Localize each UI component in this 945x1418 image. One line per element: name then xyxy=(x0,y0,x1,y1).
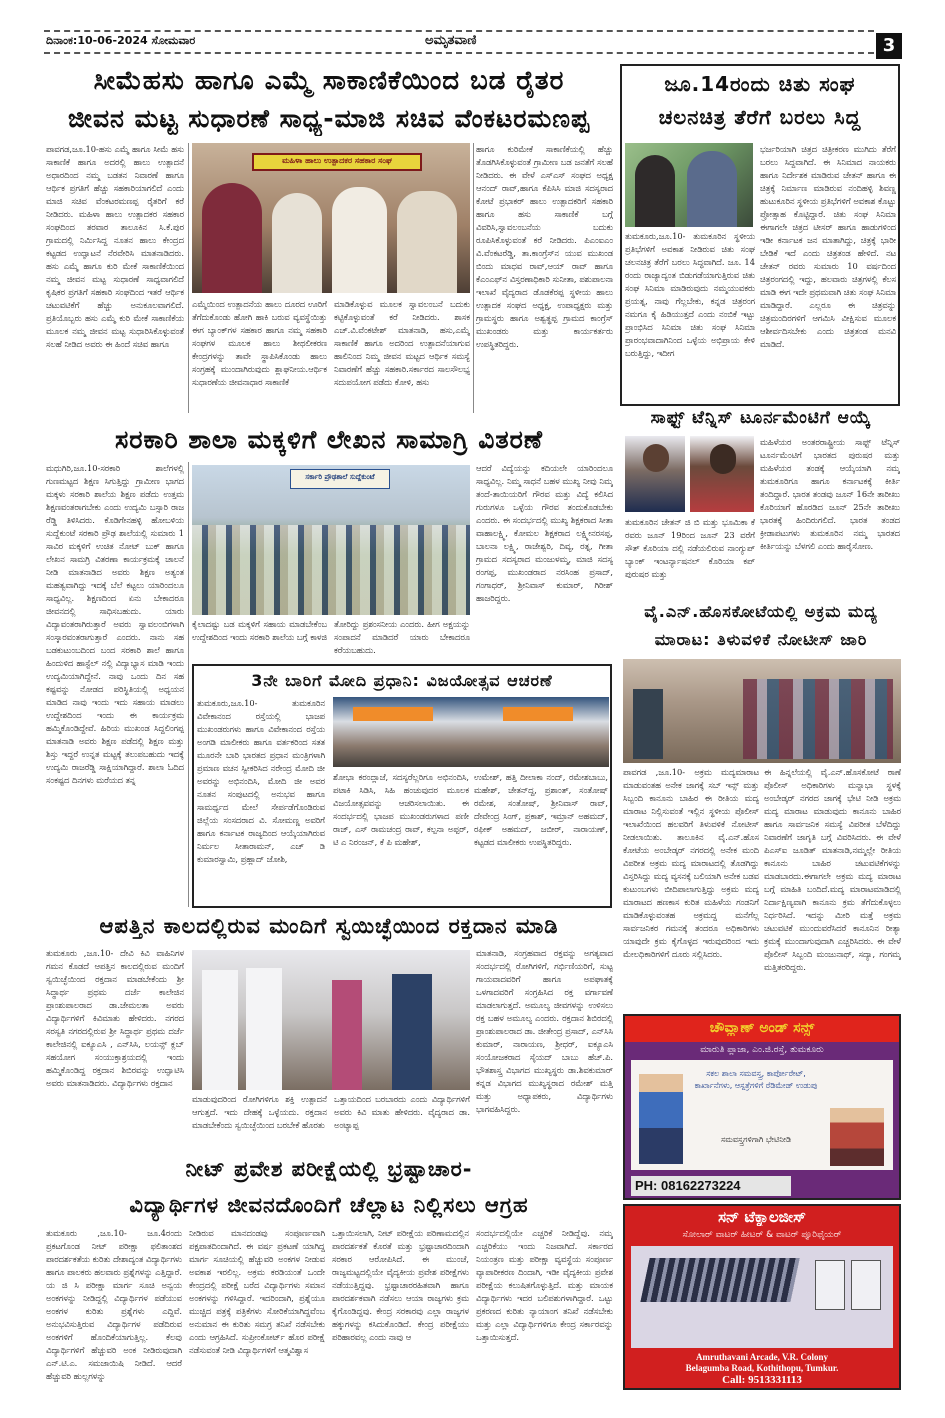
article1-column1: ಪಾವಗಡ,ಜೂ.10-ಹಸು ಎಮ್ಮೆ ಹಾಗೂ ಸೀಮೆ ಹಸು ಸಾಕಾಣಿಕೆ ಹಾಗೂ ಅದರಲ್ಲಿ ಹಾಲು ಉತ್ಪಾದನೆ ಅಧಾರದಿಂದ ನಮ್ಮ ಬಡತನ ನಿವಾರಣೆ ಹಾಗೂ ಆರ್ಥಿಕ ಪ್ರಗತಿಗೆ ಹೆಚ್ಚು ಸಹಕಾರಿಯಾಗಲಿದೆ ಎಂದು ಮಾಜಿ ಸಚಿವ ವೆಂಕಟರಮಣಪ್ಪ ರೈತರಿಗೆ ಕರೆ ನೀಡಿದರು. ಮಹಿಳಾ ಹಾಲು ಉತ್ಪಾದಕರ ಸಹಕಾರ ಸಂಘದಿಂದ ತರವಾರ ತಾಲೂಕಿನ ಸಿ.ಕೆ.ಪುರ ಗ್ರಾಮದಲ್ಲಿ ನಿರ್ಮಿಸಿದ್ದ ನೂತನ ಹಾಲು ಕೇಂದ್ರದ ಕಟ್ಟಡದ ಉದ್ಘಾಟನೆ ನೆರವೇರಿಸಿ ಮಾತನಾಡಿದರು. ಹಸು ಎಮ್ಮೆ ಹಾಗೂ ಕುರಿ ಮೇಕೆ ಸಾಕಾಣಿಕೆಯಿಂದ ನಮ್ಮ ಜೀವನ ಮಟ್ಟ ಸುಧಾರಣೆ ಸಾಧ್ಯವಾಗಲಿದೆ ಕೃಷಿಕರ ಪ್ರಗತಿಗೆ ಸಹಕಾರಿ ಸಂಘದಿಂದ ಇತರೆ ಆರ್ಥಿಕ ಚಟುವಟಿಕೆಗೆ ಹೆಚ್ಚು ಅನುಕೂಲವಾಗಲಿದೆ. ಪ್ರತಿಯೊಬ್ಬರು ಹಸು ಎಮ್ಮೆ ಕುರಿ ಮೇಕೆ ಸಾಕಾಣಿಕೆಯ ಮೂಲಕ ನಮ್ಮ ಜೀವನ ಮಟ್ಟ ಸುಧಾರಿಸಿಕೊಳ್ಳುವಂತೆ ಸಲಹೆ ನೀಡಿದ ಅವರು ಈ ಹಿಂದೆ ಸಚಿವ ಹಾಗೂ xyxy=(46,144,184,349)
ad1-name: ಚೌವ್ಹಾಣ್ ಅಂಡ್ ಸನ್ಸ್ xyxy=(709,1020,815,1036)
article8-headline-line2: ವಿದ್ಯಾರ್ಥಿಗಳ ಜೀವನದೊಂದಿಗೆ ಚೆಲ್ಲಾಟ ನಿಲ್ಲಿಸಲು ಆಗ್ರಹ xyxy=(129,1193,529,1217)
article6-photo xyxy=(333,697,609,767)
article1-column2-under-photo: ಎಮ್ಮೆಯಿಂದ ಉತ್ಪಾದನೆಯ ಹಾಲು ದೂರದ ಊರಿಗೆ ತೆಗೆದುಕೊಂಡು ಹೋಗಿ ಹಾಕಿ ಬರುವ ವ್ಯವಸ್ಥೆಯಿತ್ತು ಈಗ ಬ್ಯಾಂಕ್‌ಗಳ ಸಹಕಾರ ಹಾಗೂ ನಮ್ಮ ಸಹಕಾರಿ ಸಂಘಗಳ ಮೂಲಕ ಹಾಲು ಶೀಥಲೀಕರಣ ಕೇಂದ್ರಗಳನ್ನು ತಾವೇ ಸ್ಥಾಪಿಸಿಕೊಂಡು ಹಾಲು ಸಂಗ್ರಹಕ್ಕೆ ಮುಂದಾಗಿರುವುದು ಶ್ಲಾಘನೀಯ.ಆರ್ಥಿಕ ಸುಧಾರಣೆಯ ಜೀವನಾಧಾರ ಸಾಕಾಣಿಕೆ xyxy=(192,299,327,387)
ad2-address-line2: Belagumba Road, Kothithopu, Tumkur. xyxy=(685,1363,839,1373)
ad2-tagline: ಸೋಲಾರ್ ವಾಟರ್ ಹೀಟರ್ & ವಾಟರ್ ಪ್ಯೂರಿಫೈಯರ್ xyxy=(682,1230,842,1240)
ad-chauhan-and-sons xyxy=(623,1014,901,1200)
article5-photo xyxy=(623,659,901,763)
page-number: 3 xyxy=(876,33,902,59)
article8-column3: ಒತ್ತಾಯಿಸಲಾಗಿ, ನೀಟ್ ಪರೀಕ್ಷೆಯ ಪರಿಣಾಮದಲ್ಲಿನ ಪಾರದರ್ಶಕತೆ ಕೊರತೆ ಮತ್ತು ಭ್ರಷ್ಟಾಚಾರದಿಂದಾಗಿ ಸರಕಾರ ಆರೋಪಿಸಿದೆ. ಈ ಮುಂಚೆ, ರಾಜ್ಯಮಟ್ಟದಲ್ಲಿಯೇ ವೈದ್ಯಕೀಯ ಪ್ರವೇಶ ಪರೀಕ್ಷೆಗಳು ನಡೆಯುತ್ತಿದ್ದವು. ಭ್ರಷ್ಟಾಚಾರರಹಿತವಾಗಿ ಹಾಗೂ ಪಾರದರ್ಶಕವಾಗಿ ನಡೆಸಲು ಆಯಾ ರಾಜ್ಯಗಳು ಕ್ರಮ ಕೈಗೊಂಡಿದ್ದವು. ಕೇಂದ್ರ ಸರಕಾರವು ಎಲ್ಲಾ ರಾಜ್ಯಗಳ ಹಕ್ಕುಗಳನ್ನು ಕಸಿದುಕೊಂಡಿದೆ. ಕೇಂದ್ರ ಪರೀಕ್ಷೆಯು ಪರಿಹಾರವಲ್ಲ ಎಂದು ನಾವು ಆ xyxy=(332,1228,469,1342)
article3-column1: ಮಧುಗಿರಿ,ಜೂ.10-ಸರಕಾರಿ ಶಾಲೆಗಳಲ್ಲಿ ಗುಣಮಟ್ಟದ ಶಿಕ್ಷಣ ಸಿಗುತ್ತಿದ್ದು ಗ್ರಾಮೀಣ ಭಾಗದ ಮಕ್ಕಳು ಸರಕಾರಿ ಶಾಲೆಯ ಶಿಕ್ಷಣ ಪಡೆದು ಉತ್ತಮ ಶಿಕ್ಷಣವಂತರಾಗಬೇಕು ಎಂದು ಉದ್ಯಮಿ ಬಸ್ಸಾರಿ ರಾಜ ರೆಡ್ಡಿ ತಿಳಿಸಿದರು. ಕೊಡಿಗೇನಹಳ್ಳಿ ಹೋಬಳಿಯ ಸುದ್ದೆಕುಂಟೆ ಸರಕಾರಿ ಪ್ರೌಢ ಶಾಲೆಯಲ್ಲಿ ಸುಮಾರು 1 ಸಾವಿರ ಮಕ್ಕಳಿಗೆ ಉಚಿತ ನೋಟ್ ಬುಕ್ ಹಾಗೂ ಲೇಖನ ಸಾಮಗ್ರಿ ವಿತರಣಾ ಕಾರ್ಯಕ್ರಮಕ್ಕೆ ಚಾಲನೆ ನೀಡಿ ಮಾತನಾಡಿದ ಅವರು ಶಿಕ್ಷಣ ಅತ್ಯಂತ ಮಹತ್ವವಾಗಿದ್ದು ಇದಕ್ಕೆ ಬೆಲೆ ಕಟ್ಟಲು ಯಾರಿಂದಲೂ ಸಾಧ್ಯವಿಲ್ಲ. ಶಿಕ್ಷಣದಿಂದ ಏನು ಬೇಕಾದರೂ ಜೀವನದಲ್ಲಿ ಸಾಧಿಸಬಹುದು. ಯಾರು ವಿದ್ಯಾವಂತರಾಗಿರುತ್ತಾರೆ ಅವರು ಸ್ವಾವಲಂಬಿಗಳಾಗಿ ಸಂಸ್ಕಾರವಂತರಾಗುತ್ತಾರೆ ಎಂದರು. ನಾನು ಸಹ ಬಡಕುಟುಂಬದಿಂದ ಬಂದ ಸರಕಾರಿ ಶಾಲೆ ಹಾಗೂ ಹಿಂದುಳಿದ ಹಾಸ್ಟೆಲ್ ನಲ್ಲಿ ವಿದ್ಯಾಭ್ಯಾಸ ಮಾಡಿ ಇಂದು ಉದ್ಯಮಿಯಾಗಿದ್ದೇನೆ. ನಾವು ಒಂದು ದಿನ ಸಹ ಕಷ್ಟವನ್ನು ನೋಡದ ಪರಿಸ್ಥಿತಿಯಲ್ಲಿ ಅಧ್ಯಯನ ಮಾಡಿದ ನಾವು ಇಂದು ಇದು ಸಹಾಯ ಮಾಡಲು ಉದ್ದೇಶದಿಂದ ಇಂದು ಈ ಕಾರ್ಯಕ್ರಮ ಹಮ್ಮಿಕೊಂಡಿದ್ದೇವೆ. ಹಿರಿಯ ಮುಖಂಡ ಸಿದ್ದಲಿಂಗಪ್ಪ ಮಾತನಾಡಿ ಅವರು ಶಿಕ್ಷಣ ಪಡೆದಲ್ಲಿ ಶಿಕ್ಷಣ ಮತ್ತು ಶಿಸ್ತು ಇದ್ದರೆ ಉನ್ನತ ಮಟ್ಟಕ್ಕೆ ತಲುಪಬಹುದು ಇದಕ್ಕೆ ಉದ್ಯಮಿ ರಾಜರೆಡ್ಡಿ ಸಾಕ್ಷಿಯಾಗಿದ್ದಾರೆ. ಶಾಲಾ ಓದಿದ ಸಂಕಷ್ಟದ ದಿನಗಳು ಮರೆಯದ ತನ್ನ xyxy=(46,463,184,785)
article8-column2: ನೀಡಿರುವ ಮಾನದಂಡವು ಸಂಪೂರ್ಣವಾಗಿ ಪಕ್ಷಪಾತದಿಂದಾಗಿದೆ. ಈ ವರ್ಷ ಪ್ರಕಟಣೆ ಯಾಗಿದ್ದ ಮಾರ್ಗ ಸೂಚಿಯಲ್ಲಿ ಹೆಚ್ಚುವರಿ ಅಂಕಗಳ ನೀಡುವ ಅವಕಾಶ ಇರಲಿಲ್ಲ. ಅಕ್ರಮ ಕರಡಿಯಂತೆ ಒಂದೇ ಕೇಂದ್ರದಲ್ಲಿ ಪರೀಕ್ಷೆ ಬರೆದ ವಿದ್ಯಾರ್ಥಿಗಳು ಸಮಾನ ಅಂಕಗಳನ್ನು ಗಳಿಸಿದ್ದಾರೆ. ಇದರಿಂದಾಗಿ, ಪ್ರಶ್ನೆಯೂ ಮುಚ್ಚಿದ ಪತ್ರಕ್ಕೆ ಪತ್ರಿಕೆಗಳು ಸೋರಿಕೆಯಾಗಿದ್ದವೆಂಬ ಅನುಮಾನ ಈ ಕುರಿತು ಸಮಗ್ರ ತನಿಖೆ ನಡೆಸಬೇಕು ಎಂದು ಆಗ್ರಹಿಸಿದೆ. ಸುಪ್ರೀಂಕೋರ್ಟ್ ಹೊರ ಪರೀಕ್ಷೆ ನಡೆಸುವಂತೆ ನೀಡಿ ವಿದ್ಯಾರ್ಥಿಗಳಿಗೆ ಆತ್ಮವಿಶ್ವಾಸ xyxy=(189,1228,325,1355)
article3-photo xyxy=(192,465,470,615)
column-rule xyxy=(188,143,189,413)
column-rule xyxy=(473,143,474,413)
ad1-child-right xyxy=(830,1108,884,1166)
ad1-description: ಸಕಲ ಶಾಲಾ ಸಮವಸ್ತ್ರ, ಕಾರ್ಪೋರೇಟ್, ಕಾರ್ಖಾನೆಗಳು, ಆಸ್ಪತ್ರೆಗಳಿಗೆ ರೆಡಿಮೇಡ್ ಉಡುಪು xyxy=(694,1069,818,1090)
article4-headline: ಸಾಫ್ಟ್ ಟೆನ್ನಿಸ್ ಟೂರ್ನಮೆಂಟಿಗೆ ಆಯ್ಕೆ xyxy=(650,408,872,428)
article3-headline: ಸರಕಾರಿ ಶಾಲಾ ಮಕ್ಕಳಿಗೆ ಲೇಖನ ಸಾಮಾಗ್ರಿ ವಿತರಣೆ xyxy=(114,425,544,454)
article1-column4: ಹಾಗೂ ಕುರಿಮೇಕೆ ಸಾಕಾಣಿಕೆಯಲ್ಲಿ ಹೆಚ್ಚು ತೊಡಗಿಸಿಕೊಳ್ಳುವಂತೆ ಗ್ರಾಮೀಣ ಬಡ ಜನತೆಗೆ ಸಲಹೆ ನೀಡಿದರು. ಈ ವೇಳೆ ಎಸ್‌ಎಸ್ ಸಂಘದ ಅಧ್ಯಕ್ಷ ಆನಂದ್ ರಾವ್,ಹಾಗೂ ಕೆಪಿಸಿಸಿ ಮಾಜಿ ಸದಸ್ಯರಾದ ಕೋಟೆ ಪ್ರಭಾಕರ್ ಹಾಲು ಉತ್ಪಾದಕರಿಗೆ ಸಹಕಾರಿ ಹಾಗೂ ಹಸು ಸಾಕಾಣಿಕೆ ಬಗ್ಗೆ ವಿವರಿಸಿ,ಸ್ವಾವಲಂಬನೆಯ ಬದುಕು ರೂಪಿಸಿಕೊಳ್ಳುವಂತೆ ಕರೆ ನೀಡಿದರು. ಪಿಎಂಐಎಂ ವಿ.ವೆಂಕಟರೆಡ್ಡಿ, ತಾ.ಕಾಂಗ್ರೆಸ್‌ನ ಯುವ ಮುಖಂಡ ಬಿಂದು ಮಾಧವ ರಾವ್,ಆಯ್ ರಾವ್ ಹಾಗೂ ಕೆಎಂಎಫ್‌ನ ವಿಸ್ತರಣಾಧಿಕಾರಿ ಸುನೀತಾ, ಪಶುಪಾಲನಾ ಇಲಾಖೆ ವೈದ್ಯರಾದ ಡೊಡಕೆರಪ್ಪ ಸ್ಥಳೀಯ ಹಾಲು ಉತ್ಪಾದಕ ಸಂಘದ ಅಧ್ಯಕ್ಷ, ಉಪಾಧ್ಯಕ್ಷರು ಮತ್ತು ಗ್ರಾಮಸ್ಥರು ಹಾಗೂ ಅಶ್ವತ್ಥಪ್ಪ ಗ್ರಾಮದ ಕಾಂಗ್ರೆಸ್ ಮುಖಂಡರು ಮತ್ತು ಕಾರ್ಯಕರ್ತರು ಉಪಸ್ಥಿತರಿದ್ದರು. xyxy=(476,144,613,349)
header-rule-bottom xyxy=(44,52,874,54)
header-rule-top xyxy=(44,30,874,32)
article8-column1: ತುಮಕೂರು ,ಜೂ.10- ಜೂ.4ರಂದು ಪ್ರಕಟಗೊಂಡ ನೀಟ್ ಪರೀಕ್ಷಾ ಫಲಿತಾಂಶದ ಪಾರದರ್ಶಕತೆಯ ಕುರಿತು ದೇಶಾದ್ಯಂತ ವಿದ್ಯಾರ್ಥಿಗಳು ಹಾಗೂ ಪಾಲಕರು ಹಲವಾರು ಪ್ರಶ್ನೆಗಳನ್ನು ಎತ್ತಿದ್ದಾರೆ. ಯ ಜಿ ಸಿ ಪರೀಕ್ಷಾ ಮಾರ್ಗ ಸೂಚಿ ಅನ್ವಯ ಅಂಕಗಳನ್ನು ನೀಡಿದ್ದಲ್ಲಿ ವಿದ್ಯಾರ್ಥಿಗಳ ಪಡೆಯುವ ಅಂಕಗಳ ಕುರಿತು ಪ್ರಶ್ನೆಗಳು ಎದ್ದಿವೆ. ಅನುಭವಿಸುತ್ತಿರುವ ವಿದ್ಯಾರ್ಥಿಗಳ ಪಡೆದಿರುವ ಅಂಕಗಳಿಗೆ ಹೊಂದಿಕೆಯಾಗುತ್ತಿಲ್ಲ. ಕೆಲವು ವಿದ್ಯಾರ್ಥಿಗಳಿಗೆ ಹೆಚ್ಚುವರಿ ಅಂಕ ನೀಡಿರುವುದಾಗಿ ಎನ್.ಟಿ.ಎ. ಸಮಜಾಯಿಷಿ ನೀಡಿದೆ. ಆದರೆ ಹೆಚ್ಚುವರಿ ಹುಲ್ಲಗಳನ್ನು xyxy=(46,1228,182,1381)
article5-column1: ಪಾವಗಡ ,ಜೂ.10- ಅಕ್ರಮ ಮದ್ಯಮಾರಾಟ ಮಾಡುವಂತಹ ಅನೇಕ ಜಾಗಕ್ಕೆ ಸಬ್ ಇನ್ಸ್ ಮತ್ತು ಸಿಬ್ಬಂದಿ ಕಾನೂನು ಬಾಹಿರ ಈ ರೀತಿಯ ಮದ್ಯ ಮಾರಾಟ ನಿಲ್ಲಿಸುವಂತೆ ಇಲ್ಲಿನ ಸ್ಥಳೀಯ ಪೊಲೀಸ್ ಇಲಾಖೆಯಿಂದ ಹಲವರಿಗೆ ತಿಳುವಳಿಕೆ ನೋಟೀಸ್ ನೀಡಲಾಯಿತು. ತಾಲೂಕಿನ ವೈ.ಎನ್.ಹೊಸ ಕೋಟೆಯ ಅಂಬೇಡ್ಕರ್ ನಗರದಲ್ಲಿ ಅನೇಕ ಮಂದಿ ವಿಪರೀತ ಅಕ್ರಮ ಮದ್ಯ ಮಾರಾಟದಲ್ಲಿ ತೊಡಗಿದ್ದು ವಿಸ್ತರಿಸಿದ್ದು ಮದ್ಯ ವ್ಯಸನಕ್ಕೆ ಬಲಿಯಾಗಿ ಅನೇಕ ಬಡವ ಕುಟುಂಬಗಳು ಬೀದಿಪಾಲಾಗುತ್ತಿದ್ದು ಅಕ್ರಮ ಮದ್ಯ ಮಾರಾಟದ ಹಣಕಾಸ ಕುರಿತ ಮಹಿಳೆಯ ಗಂಡನಿಗೆ ಮಾಡಿಕೊಳ್ಳುವಂತಹ ಅಕ್ರಮದ್ದ ಮನೆಗೆಲ್ಲ ಸಾರ್ವಜನಿಕರ ಗಮನಕ್ಕೆ ತಂದರೂ ಅಧಿಕಾರಿಗಳು ಯಾವುದೇ ಕ್ರಮ ಕೈಗೊಳ್ಳದ ಇರುವುದರಿಂದ ಇದು ಮೇಲಧಿಕಾರಿಗಳಿಗೆ ದೂರು ಸಲ್ಲಿಸಿದರು. xyxy=(623,767,759,959)
photo-school-sign: ಸರ್ಕಾರಿ ಪ್ರೌಢಶಾಲೆ ಸುದ್ದೆಕುಂಟೆ xyxy=(305,473,375,481)
article7-photo xyxy=(192,950,470,1090)
article1-headline-line2: ಜೀವನ ಮಟ್ಟ ಸುಧಾರಣೆ ಸಾಧ್ಯ-ಮಾಜಿ ಸಚಿವ ವೆಂಕಟರಮಣಪ್ಪ xyxy=(68,104,590,133)
article7-column2-under-photo: ಮಾಡುವುದರಿಂದ ರೋಗಿಗಳಿಗೂ ಶಕ್ತಿ ಉತ್ಪಾದನೆ ಆಗುತ್ತದೆ. ಇದು ದೇಹಕ್ಕೆ ಒಳ್ಳೆಯದು. ರಕ್ತದಾನ ಮಾಡಬೇಕೆಂದು ಸ್ವಯಿಚ್ಛೆಯಿಂದ ಬರಬೇಕೆ ಹೊರತು xyxy=(192,1094,327,1130)
ad1-address: ಮಾರುತಿ ಪ್ಲಾಜಾ, ಎಂ.ಜಿ.ರಸ್ತೆ, ತುಮಕೂರು xyxy=(700,1045,824,1055)
ad-sun-technologies xyxy=(623,1204,901,1390)
article6-column3-under-photo: ಉಮೇಶ್, ಹತ್ತಿ ದೀಲಾಕಾ ನಂದ್, ರಮೇಶಬಾಬು, ಮಹೇಶ್, ಚೇತನ್‌ದ್ದ, ಪ್ರಶಾಂತ್, ಸಂತೋಷ್ ರಮೇಶ, ಸಂತೋಷ್, ಶ್ರೀನಿವಾಸ್ ರಾವ್, ದೇವೇಂದ್ರ ಸಿಂಗ್, ಪ್ರಕಾಶ್, ಇಮ್ರಾನ್ ಅಹಮದ್, ರಫೀಕ್ ಅಹಮದ್, ಜಬೀರ್, ನಾರಾಯಣ್, ಕಟ್ಟಡದ ಮಾಲೀಕರು ಉಪಸ್ಥಿತರಿದ್ದರು. xyxy=(474,772,608,847)
article3-column3-under-photo: ತೋರಿದ್ದು ಪ್ರಶಂಸನೀಯ ಎಂದರು. ಹೀಗ ಅಕ್ಷಯನ್ನು ಸಂಪಾದನೆ ಮಾಡಿದರೆ ಯಾರು ಬೇಕಾದರೂ ಕರೆಯಬಹುದು. xyxy=(334,619,470,655)
article7-column3-under-photo: ಒತ್ತಾಯದಿಂದ ಬರಬಾರದು ಎಂದು ವಿದ್ಯಾರ್ಥಿಗಳಿಗೆ ಅವರು ಕಿವಿ ಮಾತು ಹೇಳಿದರು. ವೈದ್ಯರಾದ ಡಾ. ಅಂಟ್ಯಾಪ್ಪ xyxy=(334,1094,470,1130)
article4-column-bottom: ತುಮಕೂರಿನ ಚೇತನ್ ಜಿ ಬಿ ಮತ್ತು ಭೂಮಿಕಾ ಕೆ ರವರು ಜೂನ್ 19ರಿಂದ ಜೂನ್ 23 ವರೆಗೆ ಸೌತ್ ಕೊರಿಯಾ ದಲ್ಲಿ ನಡೆಯಲಿರುವ ನಾಂಗ್ಯುಪ್ ಬ್ಯಾಂಕ್ ಇಂಟರ್ನ್ಯಾಷನಲ್ ಕೊರಿಯಾ ಕಪ್ ಪುರುಷರ ಮತ್ತು xyxy=(625,517,755,579)
article4-column-right: ಮಹಿಳೆಯರ ಅಂತರರಾಷ್ಟ್ರೀಯ ಸಾಫ್ಟ್ ಟೆನ್ನಿಸ್ ಟೂರ್ನಮೆಂಟಿಗೆ ಭಾರತದ ಪುರುಷರ ಮತ್ತು ಮಹಿಳೆಯರ ತಂಡಕ್ಕೆ ಆಯ್ಕೆಯಾಗಿ ನಮ್ಮ ತುಮಕೂರಿಗೂ ಹಾಗೂ ಕರ್ನಾಟಕಕ್ಕೆ ಕೀರ್ತಿ ತಂದಿದ್ದಾರೆ. ಭಾರತ ತಂಡವು ಜೂನ್ 16ನೇ ತಾರೀಖು ಕೊರಿಯಾಗೆ ಹೊರಡಿದ ಜೂನ್ 25ನೇ ತಾರೀಖು ಭಾರತಕ್ಕೆ ಹಿಂದಿರುಗಲಿದೆ. ಭಾರತ ತಂಡದ ಕ್ರೀಡಾಪಟುಗಳು ತುಮಕೂರಿನ ನಮ್ಮ ಭಾರತದ ಕೀರ್ತಿಯನ್ನು ಬೆಳಗಲಿ ಎಂದು ಹಾರೈಸೋಣ. xyxy=(760,437,900,551)
article3-column4: ಆದರೆ ವಿದ್ಯೆಯನ್ನು ಕದಿಯಲೇ ಯಾರಿಂದಲೂ ಸಾಧ್ಯವಿಲ್ಲ. ನಿಮ್ಮ ಸಾಧನೆ ಬಹಳ ಮುಖ್ಯ ನೀವು ನಿಮ್ಮ ತಂದೆ-ತಾಯಿಯರಿಗೆ ಗೌರವ ಮತ್ತು ವಿದ್ಯೆ ಕಲಿಸಿದ ಗುರುಗಳೂ ಒಳ್ಳೆಯ ಗೌರವ ತಂದುಕೊಡಬೇಕು ಎಂದರು. ಈ ಸಂದರ್ಭದಲ್ಲಿ ಮುಖ್ಯ ಶಿಕ್ಷಕರಾದ ಸೀತಾ ವಾಹಾಲಕ್ಷ್ಮಿ, ಕೋಮಲ ಶಿಕ್ಷಕರಾದ ಲಕ್ಷ್ಮೀನರಸಪ್ಪ, ಬಾಲನಾ ಲಕ್ಷ್ಮಿ, ರಾಜೇಶ್ವರಿ, ದಿವ್ಯ, ರತ್ನ, ಗೀತಾ ಗ್ರಾಮದ ಸದಸ್ಯರಾದ ಮಂಜುಳಮ್ಮ, ಮಾಜಿ ಸದಸ್ಯ ರಂಗಪ್ಪ, ಮುಖಂಡರಾದ ನರಸಿಂಹ ಪ್ರಸಾದ್, ಗಂಗಾಧರ್, ಶ್ರೀನಿವಾಸ್ ಕುಮಾರ್, ಗಿರೀಶ್ ಹಾಜರಿದ್ದರು. xyxy=(476,463,613,603)
article2-column-right: ಭರ್ಜರಿಯಾಗಿ ಚಿತ್ರದ ಚಿತ್ರೀಕರಣ ಮುಗಿದು ತೆರೆಗೆ ಬರಲು ಸಿದ್ದವಾಗಿದೆ. ಈ ಸಿನಿಮಾದ ನಾಯಕರು ಹಾಗೂ ನಿರ್ದೇಶಕ ಮಾಡಿರುವ ಚೇತನ್ ಹಾಗೂ ಈ ಚಿತ್ರಕ್ಕೆ ನಿರ್ಮಾಣ ಮಾಡಿರುವ ನಂದಿಹಳ್ಳಿ ಶಿವಣ್ಣ ಹುಟುಕೂರಿನ ಸ್ಥಳೀಯ ಪ್ರತಿಭೆಗಳಿಗೆ ಅವಕಾಶ ಕೊಟ್ಟು ಪ್ರೋತ್ಸಾಹ ಕೊಟ್ಟಿದ್ದಾರೆ. ಚಿತು ಸಂಘ ಸಿನಿಮಾ ಈಗಾಗಲೇ ಚಿತ್ರದ ಟೀಸರ್ ಹಾಗೂ ಹಾಡುಗಳಿಂದ ಇಡೀ ಕರ್ನಾಟಕ ಜನ ಮಾತಾಗಿದ್ದು, ಚಿತ್ರಕ್ಕೆ ಭಾರೀ ಬೇಡಿಕೆ ಇದೆ ಎಂದು ಚಿತ್ರತಂಡ ಹೇಳಿದೆ. ನಟ ಚೇತನ್ ರವರು ಸುಮಾರು 10 ವರ್ಷದಿಂದ ಚಿತ್ರರಂಗದಲ್ಲಿ ಇದ್ದು, ಹಲವಾರು ಚಿತ್ರಗಳಲ್ಲಿ ಕೆಲಸ ಮಾಡಿ ಈಗ ಇದೇ ಪ್ರಥಮವಾಗಿ ಚಿತು ಸಂಘ ಸಿನಿಮಾ ಮಾಡಿದ್ದಾರೆ. ಎಲ್ಲರೂ ಈ ಚಿತ್ರವನ್ನು ಚಿತ್ರಮಂದಿರಗಳಿಗೆ ಆಗಮಿಸಿ ವೀಕ್ಷಿಸುವ ಮೂಲಕ ಆಶೀರ್ವದಿಸಬೇಕು ಎಂದು ಚಿತ್ರತಂಡ ಮನವಿ ಮಾಡಿದೆ. xyxy=(760,144,896,349)
article5-column2: ಈ ಹಿನ್ನಲೆಯಲ್ಲಿ ವೈ.ಎನ್.ಹೊಸಕೋಟೆ ಠಾಣೆ ಪೊಲೀಸ್ ಅಧಿಕಾರಿಗಳು ಮನ್ನಾಭಾ ಸ್ಥಳಕ್ಕೆ ಅಂಬೇಡ್ಕರ್ ನಗರದ ಜಾಗಕ್ಕೆ ಭೇಟಿ ನೀಡಿ ಅಕ್ರಮ ಮದ್ಯ ಮಾರಾಟ ಮಾಡುವುದು ಕಾನೂನು ಬಾಹಿರ ಹಾಗೂ ಸಾರ್ವಜನಿಕ ಸಮಸ್ಯೆ ವಿಪರೀತ ಬೆಳೆದಿದ್ದು ನಿವಾರಣೆಗೆ ಜಾಗೃತಿ ಬಗ್ಗೆ ವಿವರಿಸಿದರು. ಈ ವೇಳೆ ಪಿಎಸ್‌ಐ ಜೂಡಿತ್ ಮಾತನಾಡಿ,ನಮ್ಮಲ್ಲೇ ರೀತಿಯ ಕಾನೂನು ಬಾಹಿರ ಚಟುವಟಿಕೆಗಳನ್ನು ಮಾಡಬಾರದು.ಈಗಾಗಲೇ ಅಕ್ರಮ ಮದ್ಯ ಮಾರಾಟ ಬಗ್ಗೆ ಮಾಹಿತಿ ಬಂದಿದೆ.ಮದ್ಯ ಮಾರಾಟಮಾಡಿದಲ್ಲಿ ನಿರ್ದಾಕ್ಷಿಣ್ಯವಾಗಿ ಕಾನೂನು ಕ್ರಮ ತೆಗೆದುಕೊಳ್ಳಲು ನಿರ್ಧರಿಸಿದೆ. ಇದನ್ನು ಮೀರಿ ಮತ್ತೆ ಅಕ್ರಮ ಚಟುವಟಿಕೆ ಮುಂದುವರೆಸಿದರೆ ಕಾನೂನಿನ ರೀತ್ಯಾ ಕ್ರಮಕ್ಕೆ ಮುಂದಾಗುವುದಾಗಿ ಎಚ್ಚರಿಸಿದರು. ಈ ವೇಳೆ ಪೊಲೀಸ್ ಸಿಬ್ಬಂದಿ ಮಂಜುನಾಥ್, ಸದ್ಯಾ, ಗಂಗಮ್ಮ ಮತ್ತಿತರರಿದ್ದರು. xyxy=(764,767,901,972)
ad2-name: ಸನ್ ಟೆಕ್ನಾಲಜೀಸ್ xyxy=(718,1208,806,1226)
ad1-child-left xyxy=(639,1074,683,1164)
article7-column4: ಮಾತನಾಡಿ, ಸಂಗ್ರಹವಾದ ರಕ್ತವನ್ನು ಅಗತ್ಯವಾದ ಸಂದರ್ಭದಲ್ಲಿ ರೋಗಿಗಳಿಗೆ, ಗರ್ಭಿಣಿಯರಿಗೆ, ಸುಟ್ಟ ಗಾಯವಾದವರಿಗೆ ಹಾಗೂ ಅಪಘಾತಕ್ಕೆ ಒಳಗಾದವರಿಗೆ ಸಂಗ್ರಹಿಸಿದ ರಕ್ತ ವರ್ಗಾವಣೆ ಮಾಡಲಾಗುತ್ತದೆ. ಅಮೂಲ್ಯ ಜೀವಗಳನ್ನು ಉಳಿಸಲು ರಕ್ತ ಬಹಳ ಅಮೂಲ್ಯ ಎಂದರು. ರಕ್ತದಾನ ಶಿಬಿರದಲ್ಲಿ ಪ್ರಾಂಶುಪಾಲರಾದ ಡಾ. ಜೀತೇಂದ್ರ ಪ್ರಸಾದ್, ಎನ್‌ಸಿಸಿ ಕುಮಾರ್, ನಾರಾಯಣ, ಶ್ರೀಧರ್, ಐಕ್ಯೂಎಸಿ ಸಂಯೋಜಕರಾದ ಸೈಯದ್ ಬಾಬು ಹೆಚ್.ಪಿ. ಭೌತಶಾಸ್ತ್ರ ವಿಭಾಗದ ಮುಖ್ಯಸ್ಥರು ಡಾ.ಶಿವಕುಮಾರ್ ಕನ್ನಡ ವಿಭಾಗದ ಮುಖ್ಯಸ್ಥರಾದ ರಮೇಶ್ ಮತ್ತಿ ಮತ್ತು ಅಧ್ಯಾಪಕರು, ವಿದ್ಯಾರ್ಥಿಗಳು ಭಾಗವಹಿಸಿದ್ದರು. xyxy=(476,948,613,1114)
article7-column1: ತುಮಕೂರು ,ಜೂ.10- ದೇವಿ ಕಿವಿ ವಾಹಿನಿಗಳ ಗಮನ ಕೊಡದೆ ಆಪತ್ತಿನ ಕಾಲದಲ್ಲಿರುವ ಮಂದಿಗೆ ಸ್ವಯಿಚ್ಛೆಯಿಂದ ರಕ್ತದಾನ ಮಾಡಬೇಕೆಂದು ಶ್ರೀ ಸಿದ್ಧಾರ್ಥ ಪ್ರಥಮ ದರ್ಜೆ ಕಾಲೇಜಿನ ಪ್ರಾಂಶುಪಾಲರಾದ ಡಾ.ಜೇಮಲತಾ ಅವರು ವಿದ್ಯಾರ್ಥಿಗಳಿಗೆ ಕಿವಿಮಾತು ಹೇಳಿದರು. ನಗರದ ಸರಸ್ವತಿ ನಗರದಲ್ಲಿರುವ ಶ್ರೀ ಸಿದ್ಧಾರ್ಥ ಪ್ರಥಮ ದರ್ಜೆ ಕಾಲೇಜಿನಲ್ಲಿ ಐಕ್ಯೂಎಸಿ , ಎನ್‌ಸಿಸಿ, ಲಯನ್ಸ್ ಕ್ಲಬ್ ಸಹಯೋಗ ಸಂಯುಕ್ತಾಶ್ರಯದಲ್ಲಿ ಇಂದು ಹಮ್ಮಿಕೊಂಡಿದ್ದ ರಕ್ತದಾನ ಶಿಬಿರವನ್ನು ಉದ್ಘಾಟಿಸಿ ಅವರು ಮಾತನಾಡಿದರು. ವಿದ್ಯಾರ್ಥಿಗಳು ರಕ್ತದಾನ xyxy=(46,948,184,1088)
article4-photo-player1 xyxy=(625,436,685,512)
ad2-purifier-image-2 xyxy=(851,1260,881,1310)
article1-column3-under-photo: ಮಾಡಿಕೊಳ್ಳುವ ಮೂಲಕ ಸ್ವಾವಲಂಬನೆ ಬದುಕು ಕಟ್ಟಿಕೊಳ್ಳುವಂತೆ ಕರೆ ನೀಡಿದರು. ಶಾಸಕ ಎಚ್.ವಿ.ವೆಂಕಟೇಶ್ ಮಾತನಾಡಿ, ಹಸು,ಎಮ್ಮೆ ಸಾಕಾಣಿಕೆ ಹಾಗೂ ಅದರಿಂದ ಉತ್ಪಾದನೆಯಾಗುವ ಹಾಲಿನಿಂದ ನಿಮ್ಮ ಜೀವನ ಮಟ್ಟದ ಆರ್ಥಿಕ ಸಮಸ್ಯೆ ನಿವಾರಣೆಗೆ ಹೆಚ್ಚು ಸಹಕಾರಿ.ಸರ್ಕಾರದ ಸಾಲಸೌಲಭ್ಯ ಸದುಪಯೋಗ ಪಡೆದು ಕೋಳಿ, ಹಸು xyxy=(334,299,470,387)
ad2-address-line1: Amruthavani Arcade, V.R. Colony xyxy=(695,1352,829,1362)
article2-column-left: ತುಮಕೂರು,ಜೂ.10- ತುಮಕೂರಿನ ಸ್ಥಳೀಯ ಪ್ರತಿಭೆಗಳಿಗೆ ಅವಕಾಶ ನೀಡಿರುವ ಚಿತು ಸಂಘ ಚಲನಚಿತ್ರ ತೆರೆಗೆ ಬರಲು ಸಿದ್ಧವಾಗಿದೆ. ಜೂ. 14 ರಂದು ರಾಜ್ಯಾದ್ಯಂತ ಬಿಡುಗಡೆಯಾಗುತ್ತಿರುವ ಚಿತು ಸಂಘ ಸಿನಿಮಾ ಮಾಡಿರುವುದು ನಮ್ಮಯುವಕರು ಪ್ರಯತ್ನ, ನಾವು ಗೆಲ್ಲಬೇಕು, ಕನ್ನಡ ಚಿತ್ರರಂಗ ನಮಗೂ ಕೈ ಹಿಡಿಯುತ್ತದೆ ಎಂದು ನಂಬಿಕೆ ಇಟ್ಟು ಪ್ರಾಂಭಿಸಿದ ಸಿನಿಮಾ ಚಿತು ಸಂಘ ಸಿನಿಮಾ ಪ್ರಾರಂಭವಾದಾಗಿನಿಂದ ಒಳ್ಳೆಯ ಅಭಿಪ್ರಾಯ ಕೇಳಿ ಬರುತ್ತಿದ್ದು, ಇದೀಗ xyxy=(625,231,755,358)
ad2-phone: Call: 9513331113 xyxy=(722,1374,802,1386)
issue-date: ದಿನಾಂಕ:10-06-2024 ಸೋಮವಾರ xyxy=(46,34,196,47)
article2-headline-line2: ಚಲನಚಿತ್ರ ತೆರೆಗೆ ಬರಲು ಸಿದ್ದ xyxy=(658,105,862,129)
article8-column4: ಸಂದರ್ಭದಲ್ಲಿಯೇ ಎಚ್ಚರಿಕೆ ನೀಡಿದ್ದೆವು. ನಮ್ಮ ಎಚ್ಚರಿಕೆಯು ಇಂದು ನಿಜವಾಗಿದೆ. ಸರ್ಕಾರದ ನಿಯಂತ್ರಣ ಮತ್ತು ಪರೀಕ್ಷಾ ವ್ಯವಸ್ಥೆಯ ಸಂಪೂರ್ಣ ವ್ಯಾಪಾರೀಕರಣ ದಿಂದಾಗಿ, ಇಡೀ ವೈದ್ಯಕೀಯ ಪ್ರವೇಶ ಪರೀಕ್ಷೆಯ ಕಲುಷಿತಗೊಳ್ಳುತ್ತಿದೆ. ಮತ್ತು ಮಾಯಕ ವಿದ್ಯಾರ್ಥಿಗಳು ಇದರ ಬಲಿಪಶುಗಳಾಗಿದ್ದಾರೆ. ಒಟ್ಟು ಪ್ರಕರಣದ ಕುರಿತು ನ್ಯಾಯಾಂಗ ತನಿಖೆ ನಡೆಸಬೇಕು ಮತ್ತು ಎಲ್ಲಾ ವಿದ್ಯಾರ್ಥಿಗಳಿಗೂ ಕೇಂದ್ರ ಸರ್ಕಾರವನ್ನು ಒತ್ತಾಯಿಸುತ್ತದೆ. xyxy=(476,1228,613,1342)
photo-banner-text: ಮಹಿಳಾ ಹಾಲು ಉತ್ಪಾದಕರ ಸಹಕಾರ ಸಂಘ xyxy=(282,156,392,165)
article5-headline-line2: ಮಾರಾಟ: ತಿಳುವಳಿಕೆ ನೋಟೀಸ್ ಜಾರಿ xyxy=(654,630,868,649)
article1-headline-line1: ಸೀಮೆಹಸು ಹಾಗೂ ಎಮ್ಮೆ ಸಾಕಾಣಿಕೆಯಿಂದ ಬಡ ರೈತರ xyxy=(93,66,565,96)
ad2-purifier-image xyxy=(815,1260,845,1310)
article6-column1: ತುಮಕೂರು,ಜೂ.10- ತುಮಕೂರಿನ ವಿವೇಕಾನಂದ ರಸ್ತೆಯಲ್ಲಿ ಭಾಜಪ ಮುಖಂಡರುಗಳು ಹಾಗೂ ವಿವೇಕಾನಂದ ರಸ್ತೆಯ ಅಂಗಡಿ ಮಾಲೀಕರು ಹಾಗೂ ವರ್ತಕರಿಂದ ಸತತ ಮೂರನೇ ಬಾರಿ ಭಾರತದ ಪ್ರಧಾನ ಮಂತ್ರಿಗಳಾಗಿ ಪ್ರಮಾಣ ವಚನ ಸ್ವೀಕರಿಸಿದ ನರೇಂದ್ರ ಮೋದಿ ಜೀ ಅವರನ್ನು ಅಭಿನಂದಿಸಿ, ಮೋದಿ ಜೀ ಅವರ ನೂತನ ಸಂಪುಟದಲ್ಲಿ ಅನುಭವ ಹಾಗೂ ಸಾಮರ್ಥ್ಯದ ಮೇಲೆ ಸೇರ್ಪಡೆಗೊಂಡಿರುವ ಜಿಲ್ಲೆಯ ಸಂಸದರಾದ ವಿ. ಸೋಮಣ್ಣ ಅವರಿಗೆ ಹಾಗೂ ಕರ್ನಾಟಕ ರಾಜ್ಯದಿಂದ ಆಯ್ಕೆಯಾಗಿರುವ ನಿರ್ಮಲ ಸೀತಾರಾಮನ್, ಎಚ್ ಡಿ ಕುಮಾರಸ್ವಾಮಿ, ಪ್ರಹ್ಲಾದ್ ಜೋಶಿ, xyxy=(197,698,325,864)
ad1-phone: PH: 08162273224 xyxy=(631,1176,791,1196)
article2-headline-line1: ಜೂ.14ರಂದು ಚಿತು ಸಂಘ xyxy=(664,72,856,96)
article2-photo xyxy=(625,143,753,227)
article1-photo xyxy=(192,143,470,293)
article5-headline-line1: ವೈ.ಎನ್.ಹೊಸಕೋಟೆಯಲ್ಲಿ ಅಕ್ರಮ ಮದ್ಯ xyxy=(644,602,878,621)
article4-photo-player2 xyxy=(690,436,754,512)
article6-headline: 3ನೇ ಬಾರಿಗೆ ಮೋದಿ ಪ್ರಧಾನಿ: ವಿಜಯೋತ್ಸವ ಆಚರಣೆ xyxy=(251,671,553,690)
newspaper-name: ಅಮೃತವಾಣಿ xyxy=(425,33,477,48)
ad2-water-heater-image xyxy=(640,1258,799,1302)
article6-column2-under-photo: ಶೋಭಾ ಕರಂದ್ಲಾಜೆ, ಸದಸ್ಯರೆಲ್ಲರಿಗೂ ಅಭಿನಂದಿಸಿ, ಪಟಾಕಿ ಸಿಡಿಸಿ, ಸಿಹಿ ಹಂಚುವುದರ ಮೂಲಕ ವಿಜಯೋತ್ಸವವನ್ನು ಆಚರಿಸಲಾಯಿತು. ಈ ಸಂದರ್ಭದಲ್ಲಿ ಭಾಜಪ ಮುಖಂಡರುಗಳಾದ ಪಣೀ ರಾಜ್, ಎಸ್ ರಾಮಚಂದ್ರ ರಾವ್, ಕಲ್ಪನಾ ಅಪ್ಪರ್, ಟಿ ಎ ನಿರಂಜನ್, ಕೆ ಪಿ ಮಹೇಶ್, xyxy=(333,772,469,847)
article3-column2-under-photo: ಕೈಲಾದಷ್ಟು ಬಡ ಮಕ್ಕಳಿಗೆ ಸಹಾಯ ಮಾಡಬೇಕೆಂಬ ಉದ್ದೇಶದಿಂದ ಇಂದು ಸರಕಾರಿ ಶಾಲೆಯ ಬಗ್ಗೆ ಕಾಳಜಿ xyxy=(192,619,327,642)
article8-headline-line1: ನೀಟ್ ಪ್ರವೇಶ ಪರೀಕ್ಷೆಯಲ್ಲಿ ಭ್ರಷ್ಟಾಚಾರ- xyxy=(185,1157,473,1181)
column-rule xyxy=(188,462,189,907)
ad1-subtext: ಸಮವಸ್ತ್ರಗಳಿಗಾಗಿ ಭೇಟಿನೀಡಿ xyxy=(720,1135,792,1144)
article7-headline: ಆಪತ್ತಿನ ಕಾಲದಲ್ಲಿರುವ ಮಂದಿಗೆ ಸ್ವಯಿಚ್ಛೆಯಿಂದ ರಕ್ತದಾನ ಮಾಡಿ xyxy=(99,914,559,938)
